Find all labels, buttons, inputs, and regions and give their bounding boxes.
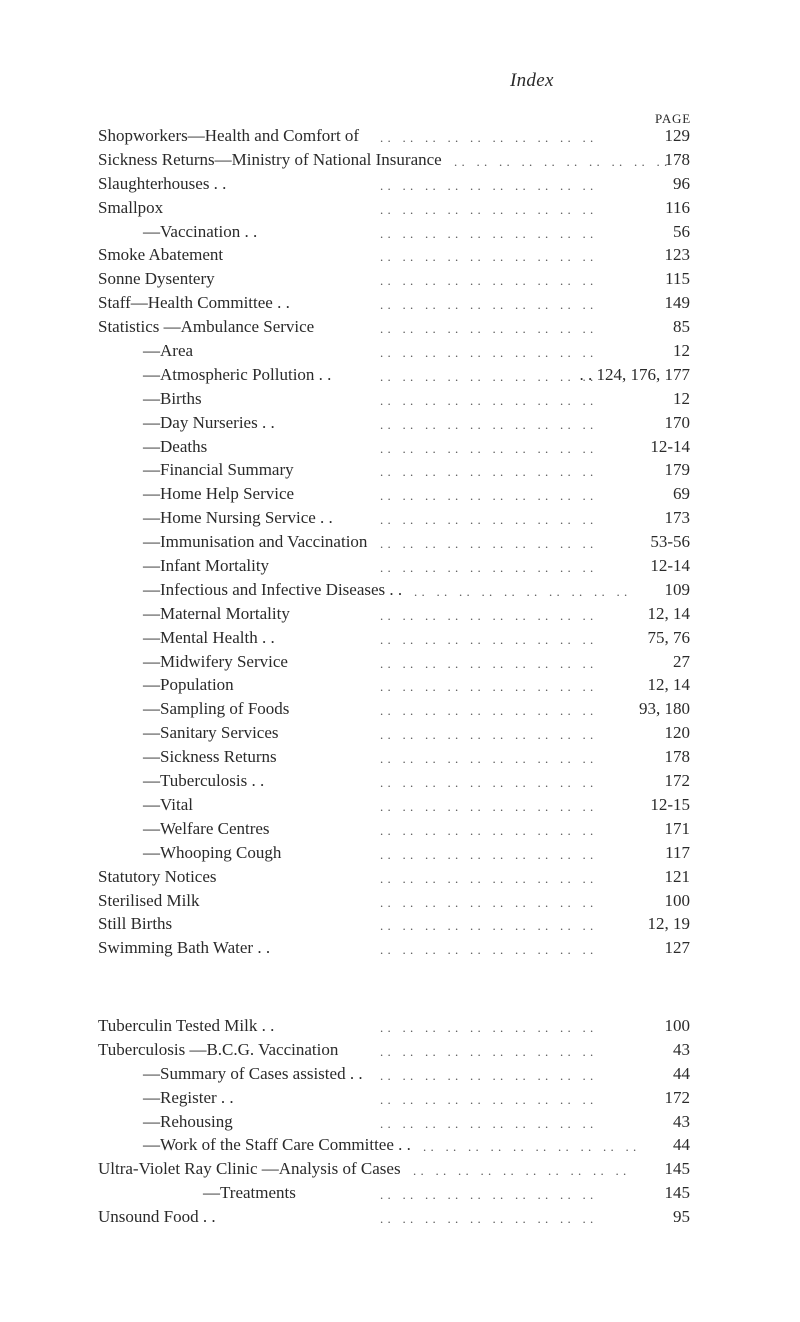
index-entry-label: Tuberculin Tested Milk . .	[98, 1016, 275, 1035]
leader-dots: . . . . . . . . . . . . . . . . . . . .	[380, 1067, 594, 1083]
index-entry-label: Sickness Returns—Ministry of National Insurance	[98, 149, 442, 169]
index-entry-page: 120	[664, 723, 690, 743]
leader-dots: . . . . . . . . . . . . . . . . . . . .	[380, 655, 594, 671]
leader-dots: . . . . . . . . . . . . . . . . . . . .	[380, 775, 594, 791]
index-entry	[0, 626, 800, 650]
index-entry-label: —Day Nurseries . .	[143, 412, 275, 432]
leader-dots: . . . . . . . . . . . . . . . . . . . .	[380, 1115, 594, 1131]
leader-dots: . . . . . . . . . . . . . . . . . . . .	[380, 798, 594, 814]
index-entry-page: 12, 19	[647, 914, 690, 934]
leader-dots: . . . . . . . . . . . . . . . . . . . .	[380, 870, 594, 886]
index-entry-label: Shopworkers—Health and Comfort of	[98, 126, 360, 145]
index-entry-page: 12-14	[650, 436, 690, 456]
leader-dots: . . . . . . . . . . . . . . . . . . . .	[380, 918, 594, 934]
index-entry	[0, 889, 800, 913]
page-column-label: PAGE	[655, 111, 691, 126]
leader-dots: . . . . . . . . . . . . . . . . . . . .	[380, 321, 594, 337]
index-entry-page: 127	[664, 938, 690, 958]
index-entry-label: Statutory Notices	[98, 866, 217, 886]
index-entry-page: 12	[673, 341, 690, 361]
leader-dots: . . . . . . . . . . . . . . . . . . . .	[380, 225, 594, 241]
index-entry-page: 116	[665, 197, 690, 217]
index-entry-page: 53-56	[650, 532, 690, 552]
leader-dots: . . . . . . . . . . . . . . . . . . . .	[380, 942, 594, 958]
index-entry-label: Staff—Health Committee . .	[98, 293, 290, 313]
leader-dots: . . . . . . . . . . . . . . . . . . . .	[380, 440, 594, 456]
index-entry-label: —Vital	[143, 794, 193, 814]
index-entry-page: 179	[664, 460, 690, 480]
index-entry-label: Ultra-Violet Ray Clinic —Analysis of Cases	[98, 1159, 401, 1178]
index-entry-label: Sonne Dysentery	[98, 269, 215, 289]
index-entry	[0, 148, 800, 172]
index-entry	[0, 1205, 800, 1229]
index-entry	[0, 1062, 800, 1086]
index-entry	[0, 602, 800, 626]
index-entry-label: —Immunisation and Vaccination	[143, 532, 368, 552]
index-entry-label: —Home Nursing Service . .	[143, 508, 333, 528]
index-entry-label: Unsound Food . .	[98, 1206, 216, 1226]
leader-dots: . . . . . . . . . . . . . . . . . . . .	[380, 1020, 594, 1035]
index-entry-label: —Home Help Service	[143, 484, 295, 504]
leader-dots: . . . . . . . . . . . . . . . . . . . .	[380, 846, 594, 862]
index-entry-page: 149	[664, 293, 690, 313]
leader-dots: . . . . . . . . . . . . . . . . . . . .	[380, 1091, 594, 1107]
leader-dots: . . . . . . . . . . . . . . . . . . . .	[414, 583, 628, 599]
index-entry-page: 44	[673, 1063, 690, 1083]
index-entry	[0, 1181, 800, 1205]
leader-dots: . . . . . . . . . . . . . . . . . . . .	[380, 297, 594, 313]
index-entry-label: —Births	[143, 388, 202, 408]
index-entry-label: —Tuberculosis . .	[143, 771, 265, 791]
page-title: Index	[510, 70, 554, 91]
index-entry	[0, 530, 800, 554]
index-entry	[0, 936, 800, 960]
leader-dots: . . . . . . . . . . . . . . . . . . . .	[380, 416, 594, 432]
index-entry-label: —Mental Health . .	[143, 627, 275, 647]
leader-dots: . . . . . . . . . . . . . . . . . . . .	[380, 1186, 594, 1202]
index-entry-label: —Sickness Returns	[143, 747, 277, 767]
index-entry	[0, 196, 800, 220]
leader-dots: . . . . . . . . . . . . . . . . . . . .	[380, 822, 594, 838]
index-entry	[0, 1157, 800, 1181]
leader-dots: . . . . . . . . . . . . . . . . . . . .	[380, 368, 594, 384]
index-entry-page: 173	[664, 508, 690, 528]
index-entry-page: 117	[665, 842, 690, 862]
index-entry	[0, 1110, 800, 1134]
leader-dots: . . . . . . . . . . . . . . . . . . . .	[380, 727, 594, 743]
index-entry	[0, 554, 800, 578]
index-entry-page: 115	[665, 269, 690, 289]
index-entry-label: —Financial Summary	[143, 460, 294, 480]
index-entry-page: 12-14	[650, 556, 690, 576]
index-entry-page: 100	[664, 1016, 690, 1035]
index-entry-label: —Area	[143, 341, 194, 361]
leader-dots: . . . . . . . . . . . . . . . . . . . .	[380, 177, 594, 193]
index-entry-page: 43	[673, 1039, 690, 1059]
index-entry	[0, 721, 800, 745]
leader-dots: . . . . . . . . . . . . . . . . . . . .	[380, 488, 594, 504]
leader-dots: . . . . . . . . . . . . . . . . . . . .	[454, 153, 668, 169]
index-entry-page: 27	[673, 651, 690, 671]
index-entry-label: —Infant Mortality	[143, 556, 270, 576]
index-entry	[0, 339, 800, 363]
leader-dots: . . . . . . . . . . . . . . . . . . . .	[380, 201, 594, 217]
index-entry-page: 43	[673, 1111, 690, 1131]
index-entry-page: 56	[673, 221, 690, 241]
index-entry-label: Smallpox	[98, 197, 164, 217]
leader-dots: . . . . . . . . . . . . . . . . . . . .	[380, 1043, 594, 1059]
index-entry	[0, 673, 800, 697]
leader-dots: . . . . . . . . . . . . . . . . . . . .	[380, 273, 594, 289]
leader-dots: . . . . . . . . . . . . . . . . . . . .	[380, 703, 594, 719]
index-entry	[0, 697, 800, 721]
index-entry	[0, 291, 800, 315]
index-entry	[0, 435, 800, 459]
index-entry-label: —Work of the Staff Care Committee . .	[143, 1135, 411, 1155]
index-entry-page: 145	[664, 1159, 690, 1178]
index-entry	[0, 841, 800, 865]
index-entry-page: 178	[664, 149, 690, 169]
leader-dots: . . . . . . . . . . . . . . . . . . . .	[423, 1139, 637, 1155]
index-entry-page: . . 124, 176, 177	[579, 364, 690, 384]
leader-dots: . . . . . . . . . . . . . . . . . . . .	[380, 249, 594, 265]
index-entry-page: 172	[664, 771, 690, 791]
index-entry	[0, 769, 800, 793]
index-entry	[0, 315, 800, 339]
leader-dots: . . . . . . . . . . . . . . . . . . . .	[380, 536, 594, 552]
leader-dots: . . . . . . . . . . . . . . . . . . . .	[380, 631, 594, 647]
index-entry	[0, 650, 800, 674]
leader-dots: . . . . . . . . . . . . . . . . . . . .	[380, 751, 594, 767]
index-entry-page: 100	[664, 890, 690, 910]
index-entry-label: —Infectious and Infective Diseases . .	[143, 579, 403, 599]
index-entry	[0, 482, 800, 506]
index-entry	[0, 865, 800, 889]
leader-dots: . . . . . . . . . . . . . . . . . . . .	[380, 560, 594, 576]
index-entry	[0, 506, 800, 530]
leader-dots: . . . . . . . . . . . . . . . . . . . .	[380, 345, 594, 361]
index-entry	[0, 912, 800, 936]
index-entry-page: 129	[664, 126, 690, 145]
index-entry-page: 178	[664, 747, 690, 767]
index-section-u	[0, 1157, 800, 1229]
index-entry-page: 170	[664, 412, 690, 432]
index-entry-label: —Summary of Cases assisted . .	[143, 1063, 363, 1083]
index-entry-page: 95	[673, 1206, 690, 1226]
leader-dots: . . . . . . . . . . . . . . . . . . . .	[380, 894, 594, 910]
index-entry-page: 69	[673, 484, 690, 504]
leader-dots: . . . . . . . . . . . . . . . . . . . .	[380, 512, 594, 528]
index-entry-page: 96	[673, 173, 690, 193]
index-entry-page: 123	[664, 245, 690, 265]
index-entry-label: —Whooping Cough	[143, 842, 282, 862]
leader-dots: . . . . . . . . . . . . . . . . . . . .	[380, 130, 594, 145]
index-entry	[0, 458, 800, 482]
index-entry-page: 172	[664, 1087, 690, 1107]
leader-dots: . . . . . . . . . . . . . . . . . . . .	[380, 392, 594, 408]
index-entry	[0, 817, 800, 841]
index-entry-label: Tuberculosis —B.C.G. Vaccination	[98, 1039, 339, 1059]
index-entry-label: —Vaccination . .	[143, 221, 258, 241]
index-entry-label: —Sampling of Foods	[143, 699, 290, 719]
index-entry-label: —Rehousing	[143, 1111, 233, 1131]
index-entry-label: —Midwifery Service	[143, 651, 288, 671]
leader-dots: . . . . . . . . . . . . . . . . . . . .	[380, 464, 594, 480]
index-entry-page: 171	[664, 818, 690, 838]
index-entry-page: 12	[673, 388, 690, 408]
index-entry	[0, 745, 800, 769]
index-entry-page: 12, 14	[647, 603, 690, 623]
index-entry	[0, 124, 800, 148]
index-entry-label: —Atmospheric Pollution . .	[143, 364, 332, 384]
index-entry	[0, 267, 800, 291]
index-entry-label: —Population	[143, 675, 234, 695]
index-entry-page: 44	[673, 1135, 690, 1155]
index-entry-label: —Sanitary Services	[143, 723, 279, 743]
index-entry	[0, 793, 800, 817]
index-entry	[0, 1086, 800, 1110]
index-entry-page: 145	[664, 1182, 690, 1202]
index-entry-page: 85	[673, 317, 690, 337]
index-entry-label: —Welfare Centres	[143, 818, 270, 838]
leader-dots: . . . . . . . . . . . . . . . . . . . .	[380, 607, 594, 623]
index-entry-page: 109	[664, 579, 690, 599]
index-entry-page: 75, 76	[647, 627, 690, 647]
index-entry-page: 12-15	[650, 794, 690, 814]
leader-dots: . . . . . . . . . . . . . . . . . . . .	[413, 1163, 627, 1178]
index-entry-page: 12, 14	[647, 675, 690, 695]
index-entry-label: Statistics —Ambulance Service	[98, 317, 315, 337]
index-entry-label: Sterilised Milk	[98, 890, 200, 910]
index-entry-label: —Treatments	[203, 1182, 296, 1202]
index-entry-label: —Maternal Mortality	[143, 603, 290, 623]
index-entry	[0, 1133, 800, 1157]
index-entry	[0, 1038, 800, 1062]
index-entry-label: Slaughterhouses . .	[98, 173, 227, 193]
index-entry	[0, 172, 800, 196]
index-entry	[0, 363, 800, 387]
index-entry	[0, 578, 800, 602]
index-section-t	[0, 1014, 800, 1157]
leader-dots: . . . . . . . . . . . . . . . . . . . .	[380, 1210, 594, 1226]
index-entry-label: —Deaths	[143, 436, 208, 456]
index-entry-page: 121	[664, 866, 690, 886]
index-entry-page: 93, 180	[639, 699, 690, 719]
leader-dots: . . . . . . . . . . . . . . . . . . . .	[380, 679, 594, 695]
index-entry-label: Still Births	[98, 914, 173, 934]
index-entry	[0, 1014, 800, 1038]
index-entry-label: Smoke Abatement	[98, 245, 224, 265]
index-section-s	[0, 124, 800, 960]
index-entry-label: —Register . .	[143, 1087, 234, 1107]
index-entry-label: Swimming Bath Water . .	[98, 938, 271, 958]
index-entry	[0, 411, 800, 435]
index-entry	[0, 243, 800, 267]
index-entry	[0, 220, 800, 244]
index-entry	[0, 387, 800, 411]
